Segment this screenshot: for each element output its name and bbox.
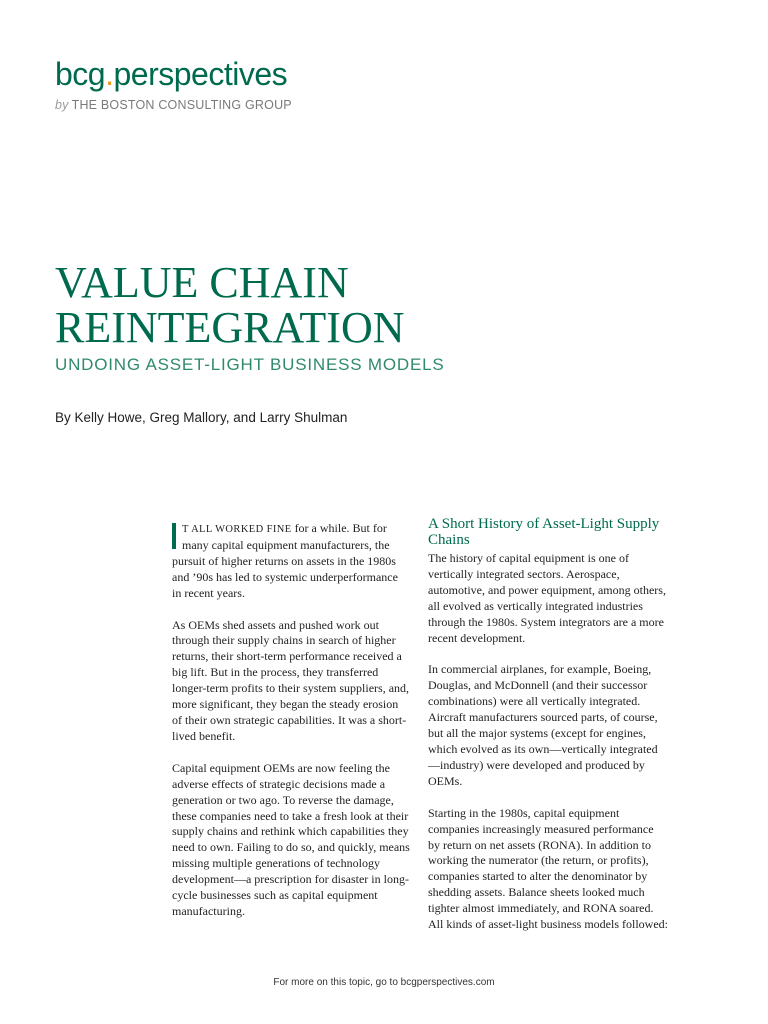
lead-text: for a while. But for many capital equipment manufacturers, the pursuit of higher returns on assets in the 1980s and ’90s has led to systemic underperformance in recent years. xyxy=(172,521,398,600)
right-paragraph-3: Starting in the 1980s, capital equipment companies increasingly measured performance by return on net assets (RONA). In addition to working the numerator (the return, or profits), companies started to alter the denominator by shedding assets. Balance sheets looked much tighter almost immediately, and RONA soared. All kinds of asset-light business models followed: xyxy=(428,805,668,932)
title-line-2: REINTEGRATION xyxy=(55,303,405,352)
article-authors: By Kelly Howe, Greg Mallory, and Larry Shulman xyxy=(55,410,348,425)
drop-cap-bar xyxy=(172,523,176,549)
logo-subtitle xyxy=(55,98,292,112)
footer-link-text[interactable]: For more on this topic, go to bcgperspectives.com xyxy=(273,977,495,988)
logo-text-bcg: bcg xyxy=(55,56,106,92)
bcg-perspectives-logo[interactable] xyxy=(55,58,287,90)
article-subtitle: UNDOING ASSET-LIGHT BUSINESS MODELS xyxy=(55,355,445,374)
logo-org-name: THE BOSTON CONSULTING GROUP xyxy=(71,98,292,112)
right-paragraph-1: The history of capital equipment is one of vertically integrated sectors. Aerospace, automotive, and power equipment, among others, all evolved as vertically integrated industries through the 1980s. System integrators are a more recent development. xyxy=(428,551,666,645)
logo-dot: . xyxy=(105,56,114,92)
title-line-1: VALUE CHAIN xyxy=(55,258,349,307)
left-paragraph-3: Capital equipment OEMs are now feeling the adverse effects of strategic decisions made a generation or two ago. To reverse the damage, these companies need to take a fresh look at their supply chains and rethink which capabilities they need to own. Failing to do so, and quickly, means missing multiple generations of technology development—a prescription for disaster in long-cycle businesses such as capital equipment manufacturing. xyxy=(172,760,410,918)
right-column xyxy=(428,551,668,949)
right-paragraph-2: In commercial airplanes, for example, Boeing, Douglas, and McDonnell (and their successor combinations) were all vertically integrated. Aircraft manufacturers sourced parts, of course, but all the major systems (except for engines, which evolved as its own—vertically integrated—industry) were developed and produced by OEMs. xyxy=(428,662,658,788)
left-paragraph-2: As OEMs shed assets and pushed work out through their supply chains in search of higher returns, their short-term performance received a big lift. But in the process, they transferred longer-term profits to their system suppliers, and, more significant, they began the steady erosion of their own strategic capabilities. It was a short-lived benefit. xyxy=(172,617,410,743)
logo-text-perspectives: perspectives xyxy=(113,56,288,92)
article-title xyxy=(55,260,735,350)
logo-by: by xyxy=(55,98,69,112)
lead-smallcaps: T ALL WORKED FINE xyxy=(182,524,292,535)
lead-paragraph xyxy=(172,521,410,602)
left-column xyxy=(172,521,410,936)
section-heading: A Short History of Asset-Light Supply Chains xyxy=(428,516,660,548)
